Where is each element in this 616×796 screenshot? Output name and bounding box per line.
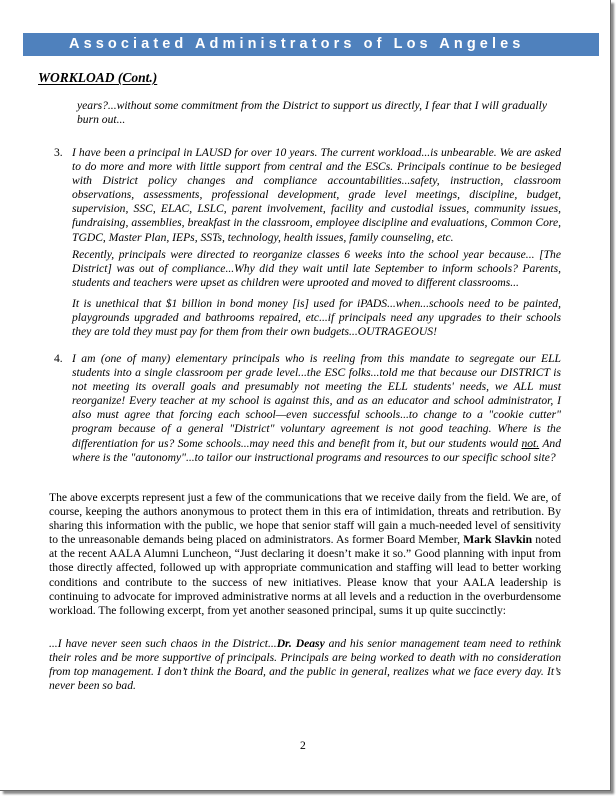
quote-text: ...I have never seen such chaos in the District... bbox=[49, 637, 277, 650]
quote-text-end: and his senior management team need to rethink their roles and be more supportive of principals. Principals are being worked to death with no consideration from top management. I don’t think the Board, and the public in general, realizes what we face every day. It’s never been so bad. bbox=[49, 637, 561, 693]
item-4-paragraph bbox=[72, 352, 561, 465]
summary-name: Mark Slavkin bbox=[463, 533, 533, 547]
closing-quote bbox=[49, 637, 561, 693]
item-number: 3. bbox=[54, 146, 63, 159]
item-3-paragraph-2: Recently, principals were directed to reorganize classes 6 weeks into the school year because... [The District] was out of compliance...Why did they wait until late September to inform schools? Parents, students and teachers were upset as children were uprooted and moved to different classrooms... bbox=[72, 248, 561, 290]
summary-text-end: noted at the recent AALA Alumni Luncheon, “Just declaring it doesn’t make it so.” Good planning with input from those directly affected, followed up with appropriate communication and staffing will lead to better working conditions and contribute to the success of new initiatives. Please know that your AALA leadership is continuing to advocate for improved administrative norms at all levels and a reduction in the overburdensome workload. The following excerpt, from yet another seasoned principal, sums it up quite succinctly: bbox=[49, 533, 561, 617]
summary-text: The above excerpts represent just a few of the communications that we receive daily from the field. We are, of course, keeping the authors anonymous to protect them in this era of intimidation, threats and retribution. By sharing this information with the public, we hope that senior staff will gain a much-needed level of sensitivity to the unreasonable demands being placed on administrators. As former Board Member, bbox=[49, 491, 561, 547]
quote-name: Dr. Deasy bbox=[276, 637, 325, 650]
summary-paragraph bbox=[49, 491, 561, 618]
item-4-text: I am (one of many) elementary principals who is reeling from this mandate to segregate our ELL students into a single classroom per grade level...the ESC folks...told me that because our DISTRICT is not meeting its overall goals and presumably not meeting the ELL students' needs, we ALL must reorganize! Every teacher at my school is against this, and as an educator and school administrator, I also must agree that forcing each school—even successful schools...to change to a "cookie cutter" program because of a general "District" voluntary agreement is not good teaching. Where is the differentiation for us? Some schools...may need this and benefit from it, but our students would bbox=[72, 352, 561, 450]
page-number: 2 bbox=[300, 739, 306, 752]
item-4-emphasis: not. bbox=[521, 436, 540, 450]
item-number: 4. bbox=[54, 352, 63, 365]
continuation-paragraph: years?...without some commitment from the District to support us directly, I fear that I will gradually burn out... bbox=[77, 99, 547, 127]
item-4-text-end: And where is the "autonomy"...to tailor our instructional programs and resources to our specific school site? bbox=[72, 436, 561, 464]
item-3-paragraph-1: I have been a principal in LAUSD for over 10 years. The current workload...is unbearable. We are asked to do more and more with little support from central and the ESCs. Principals continue to be besieged with District policy changes and compliance accountabilities...safety, instruction, classroom observations, assessments, professional development, grade level meetings, discipline, budget, supervision, SSC, ELAC, LSLC, parent involvement, facility and custodial issues, community issues, fundraising, assemblies, breakfast in the classroom, employee discipline and evaluations, Common Core, TGDC, Master Plan, IEPs, SSTs, technology, health issues, family counseling, etc. bbox=[72, 146, 561, 244]
item-3-paragraph-3: It is unethical that $1 billion in bond money [is] used for iPADS...when...schools need to be painted, playgrounds upgraded and bathrooms repaired, etc...if principals need any upgrades to their schools they are told they must pay for them from their own budgets...OUTRAGEOUS! bbox=[72, 297, 561, 339]
header-title: Associated Administrators of Los Angeles bbox=[69, 36, 525, 52]
section-heading: WORKLOAD (Cont.) bbox=[38, 70, 158, 85]
